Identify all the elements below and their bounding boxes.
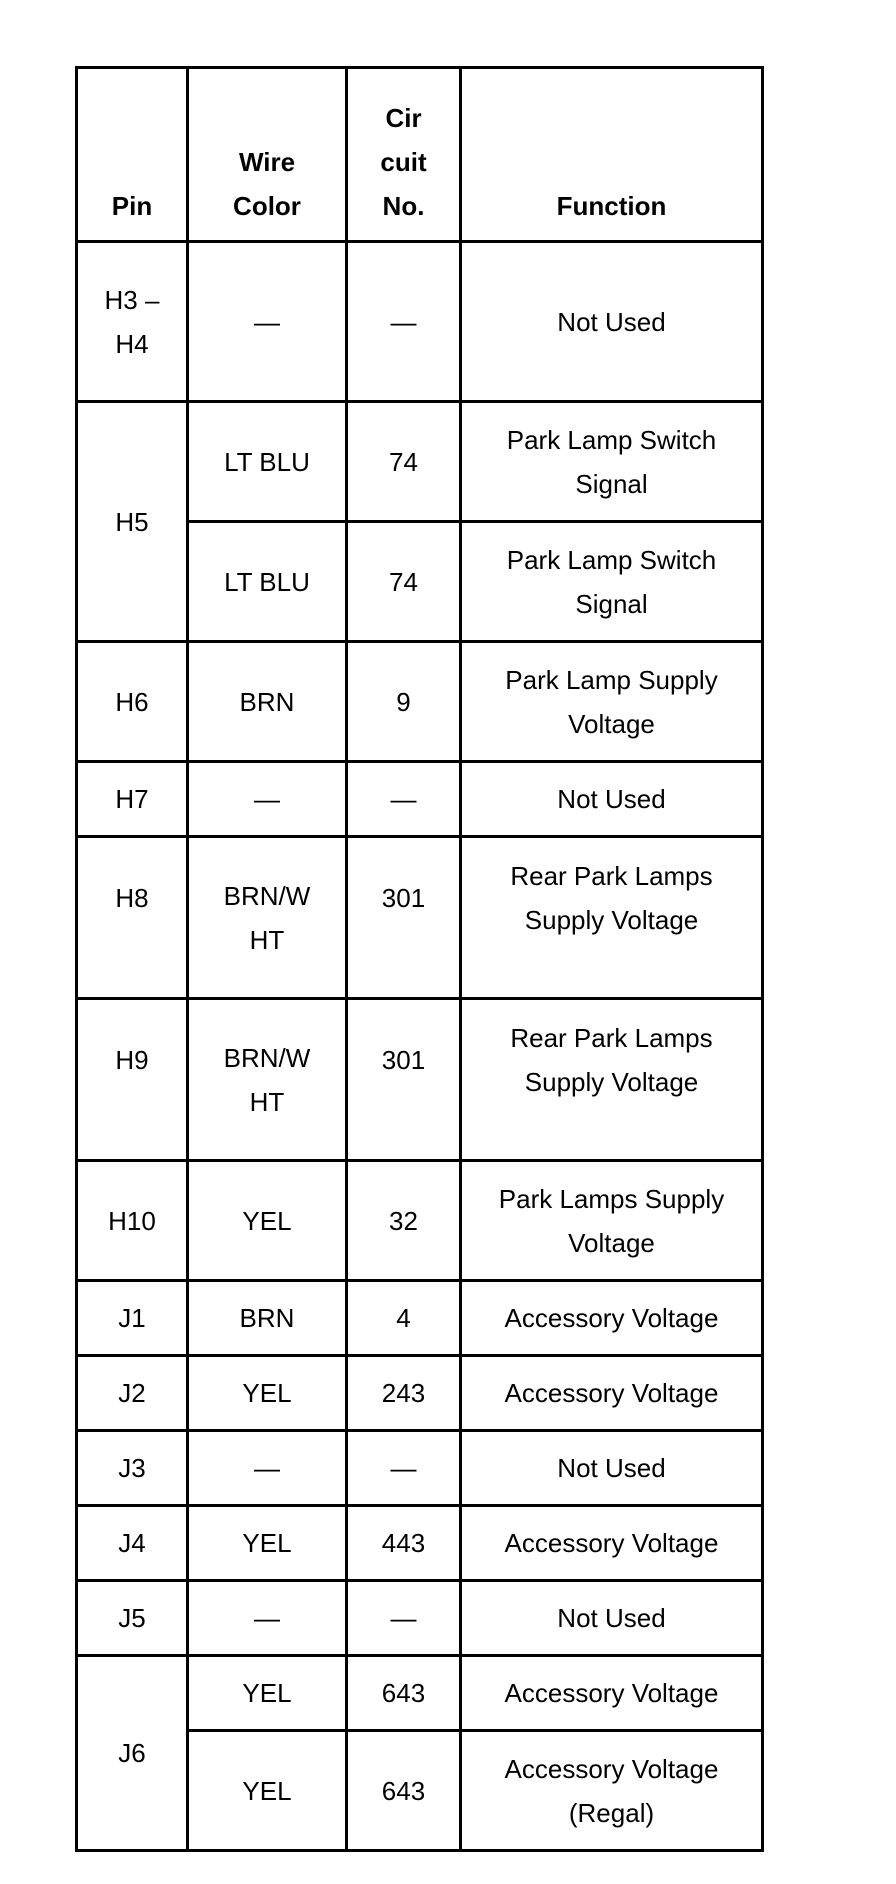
connector-pinout-table	[75, 66, 764, 1852]
table-row	[77, 1431, 763, 1506]
pin-cell: J1	[77, 1281, 188, 1356]
function-cell: Not Used	[461, 1581, 763, 1656]
wire-color-cell: —	[188, 762, 347, 837]
function-cell: Accessory Voltage (Regal)	[461, 1731, 763, 1851]
circuit-cell: 74	[347, 402, 461, 522]
table-row	[77, 242, 763, 402]
wire-color-cell: BRN	[188, 1281, 347, 1356]
circuit-cell: 32	[347, 1161, 461, 1281]
function-cell: Not Used	[461, 762, 763, 837]
circuit-cell: 643	[347, 1656, 461, 1731]
function-cell: Not Used	[461, 242, 763, 402]
circuit-cell: 301	[347, 999, 461, 1161]
function-cell: Rear Park Lamps Supply Voltage	[461, 837, 763, 999]
header-circuit-no: Cir cuit No.	[347, 68, 461, 242]
table-row	[77, 837, 763, 999]
table-row	[77, 1281, 763, 1356]
function-cell: Accessory Voltage	[461, 1281, 763, 1356]
pin-cell: J6	[77, 1656, 188, 1851]
table-header	[77, 68, 763, 242]
pin-cell: H7	[77, 762, 188, 837]
function-cell: Not Used	[461, 1431, 763, 1506]
circuit-cell: —	[347, 1581, 461, 1656]
pin-cell: H10	[77, 1161, 188, 1281]
wire-color-cell: YEL	[188, 1161, 347, 1281]
pin-cell: J2	[77, 1356, 188, 1431]
table-row	[77, 1506, 763, 1581]
wire-color-cell: BRN/W HT	[188, 999, 347, 1161]
function-cell: Park Lamps Supply Voltage	[461, 1161, 763, 1281]
circuit-cell: 443	[347, 1506, 461, 1581]
function-cell: Rear Park Lamps Supply Voltage	[461, 999, 763, 1161]
wire-color-cell: —	[188, 1431, 347, 1506]
wire-color-cell: LT BLU	[188, 402, 347, 522]
pin-cell: J5	[77, 1581, 188, 1656]
wire-color-cell: BRN	[188, 642, 347, 762]
table-row	[77, 1581, 763, 1656]
circuit-cell: 74	[347, 522, 461, 642]
header-row	[77, 68, 763, 242]
wire-color-cell: —	[188, 242, 347, 402]
wire-color-cell: YEL	[188, 1506, 347, 1581]
circuit-cell: 4	[347, 1281, 461, 1356]
function-cell: Accessory Voltage	[461, 1356, 763, 1431]
circuit-cell: —	[347, 242, 461, 402]
function-cell: Park Lamp Switch Signal	[461, 522, 763, 642]
table-row	[77, 642, 763, 762]
pin-cell: J3	[77, 1431, 188, 1506]
pin-cell: H6	[77, 642, 188, 762]
wire-color-cell: BRN/W HT	[188, 837, 347, 999]
wire-color-cell: LT BLU	[188, 522, 347, 642]
function-cell: Accessory Voltage	[461, 1656, 763, 1731]
circuit-cell: —	[347, 762, 461, 837]
pin-cell: H9	[77, 999, 188, 1161]
table-row	[77, 1161, 763, 1281]
function-cell: Park Lamp Switch Signal	[461, 402, 763, 522]
header-wire-color: Wire Color	[188, 68, 347, 242]
pin-cell: H5	[77, 402, 188, 642]
table-row	[77, 1656, 763, 1731]
circuit-cell: 9	[347, 642, 461, 762]
pin-cell: H3 –H4	[77, 242, 188, 402]
header-pin: Pin	[77, 68, 188, 242]
table-row	[77, 999, 763, 1161]
wire-color-cell: YEL	[188, 1656, 347, 1731]
circuit-cell: —	[347, 1431, 461, 1506]
pin-cell: J4	[77, 1506, 188, 1581]
table-row	[77, 762, 763, 837]
table-row	[77, 402, 763, 522]
circuit-cell: 243	[347, 1356, 461, 1431]
wire-color-cell: —	[188, 1581, 347, 1656]
pin-cell: H8	[77, 837, 188, 999]
circuit-cell: 643	[347, 1731, 461, 1851]
wire-color-cell: YEL	[188, 1731, 347, 1851]
table-body	[77, 242, 763, 1851]
circuit-cell: 301	[347, 837, 461, 999]
header-function: Function	[461, 68, 763, 242]
wire-color-cell: YEL	[188, 1356, 347, 1431]
table-row	[77, 1356, 763, 1431]
function-cell: Accessory Voltage	[461, 1506, 763, 1581]
function-cell: Park Lamp Supply Voltage	[461, 642, 763, 762]
